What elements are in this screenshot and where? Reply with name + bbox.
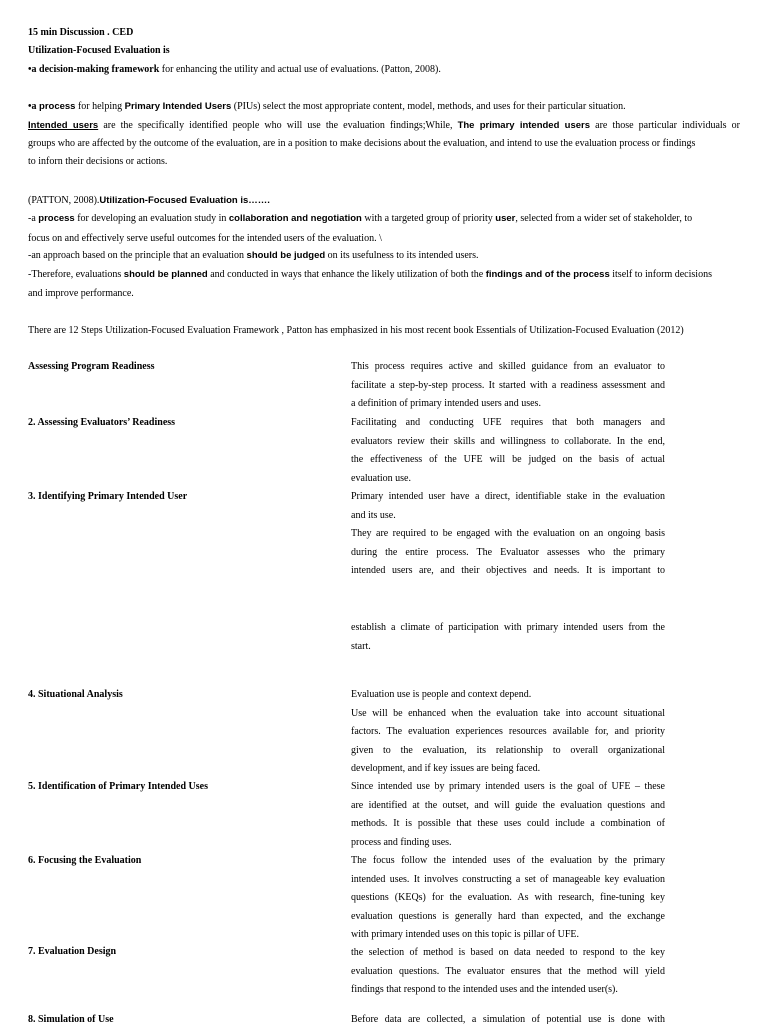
- step-description: [351, 778, 665, 852]
- step-title: 2. Assessing Evaluators’ Readiness: [28, 417, 176, 428]
- emphasis-text: Primary Intended Users: [124, 101, 232, 112]
- framework-intro: There are 12 Steps Utilization-Focused Evaluation Framework , Patton has emphasized in his most recent book Essentials of Utilization-Focused Evaluation (2012): [28, 325, 684, 336]
- body-text: are the specifically identified people who will use the evaluation findings;While,: [98, 120, 458, 131]
- intro-paragraph-1: [28, 63, 441, 77]
- citation: (PATTON, 2008).: [28, 195, 100, 206]
- body-text: for helping: [75, 101, 125, 112]
- document-subtitle: Utilization-Focused Evaluation is: [28, 45, 170, 56]
- intro-paragraph-3-line-3: to inforn their decisions or actions.: [28, 156, 168, 167]
- body-text: (PIUs) select the most appropriate content, model, methods, and uses for their particular situation.: [231, 101, 626, 112]
- description-line: process and finding uses.: [351, 836, 452, 848]
- bullet: •a: [28, 64, 40, 75]
- emphasis-text: should be judged: [246, 250, 326, 261]
- body-text: for enhancing the utility and actual use of evaluations. (Patton, 2008).: [159, 64, 441, 75]
- description-line: Use will be enhanced when the evaluation take into account situational: [351, 707, 665, 719]
- description-line: facilitate a step-by-step process. It started with a readiness assessment and: [351, 379, 665, 391]
- step-title: Assessing Program Readiness: [28, 361, 155, 372]
- body-text: -a: [28, 213, 39, 224]
- description-line: Since intended use by primary intended users is the goal of UFE – these: [351, 781, 665, 792]
- emphasis-text: process: [38, 213, 75, 224]
- step-description: [351, 944, 665, 1000]
- body-text: , selected from a wider set of stakeholder, to: [515, 213, 693, 224]
- section-heading: [28, 194, 270, 208]
- description-line: with primary intended uses on this topic is pillar of UFE.: [351, 929, 580, 940]
- body-text: -Therefore, evaluations: [28, 269, 124, 280]
- body-text: are those particular individuals or: [590, 120, 740, 131]
- description-line: and its use.: [351, 509, 396, 521]
- description-line: factors. The evaluation experiences resources available for, and priority: [351, 726, 665, 737]
- definition-line-5: and improve performance.: [28, 288, 134, 299]
- step-description-continued: [351, 619, 665, 656]
- emphasis-text: process: [39, 101, 76, 112]
- step-title: 6. Focusing the Evaluation: [28, 855, 142, 866]
- step-description: [351, 1011, 665, 1024]
- step-title: 7. Evaluation Design: [28, 946, 117, 957]
- description-line: This process requires active and skilled guidance from an evaluator to: [351, 361, 665, 372]
- emphasis-text: collaboration and negotiation: [228, 213, 362, 224]
- intro-paragraph-3-line-2: groups who are affected by the outcome of the evaluation, are in a position to make decisions about the evaluation, and intend to use the evaluation process or findings: [28, 138, 696, 149]
- emphasis-text: should be planned: [123, 269, 208, 280]
- body-text: on its usefulness to its intended users.: [325, 250, 479, 261]
- description-line: Evaluation use is people and context depend.: [351, 689, 532, 700]
- step-title: 4. Situational Analysis: [28, 689, 123, 700]
- body-text: with a targeted group of priority: [361, 213, 496, 224]
- description-line: evaluation use.: [351, 472, 411, 484]
- step-description: [351, 488, 665, 581]
- document-title: 15 min Discussion . CED: [28, 27, 134, 38]
- definition-line-1: [28, 212, 692, 226]
- emphasis-text: user: [495, 213, 516, 224]
- definition-line-2: focus on and effectively serve useful outcomes for the intended users of the evaluation. \: [28, 233, 382, 244]
- emphasis-text: decision-making framework: [39, 64, 160, 75]
- description-line: findings that respond to the intended uses and the intended user(s).: [351, 984, 618, 995]
- description-line: evaluators review their skills and willingness to collaborate. In the end,: [351, 435, 665, 447]
- definition-line-4: [28, 268, 712, 282]
- description-line: are identified at the outset, and will guide the evaluation questions and: [351, 799, 665, 811]
- description-line: a definition of primary intended users and uses.: [351, 398, 541, 409]
- intro-paragraph-2: [28, 100, 626, 114]
- description-line: intended uses. It involves constructing a set of manageable key evaluation: [351, 873, 665, 885]
- bullet: •a: [28, 101, 40, 112]
- description-line: the selection of method is based on data needed to respond to the key: [351, 947, 665, 958]
- body-text: itself to inform decisions: [609, 269, 712, 280]
- step-title: 3. Identifying Primary Intended User: [28, 491, 188, 502]
- description-line: Primary intended user have a direct, identifiable stake in the evaluation: [351, 491, 665, 502]
- description-line: during the entire process. The Evaluator assesses who the primary: [351, 546, 665, 558]
- body-text: and conducted in ways that enhance the likely utilization of both the: [207, 269, 486, 280]
- step-description: [351, 358, 665, 414]
- emphasis-text: Intended users: [28, 120, 99, 131]
- description-line: Before data are collected, a simulation of potential use is done with: [351, 1014, 665, 1024]
- step-description: [351, 686, 665, 779]
- description-line: Facilitating and conducting UFE requires that both managers and: [351, 417, 665, 428]
- description-line: They are required to be engaged with the evaluation on an ongoing basis: [351, 528, 665, 539]
- description-line: start.: [351, 640, 371, 652]
- body-text: for developing an evaluation study in: [74, 213, 229, 224]
- step-title: 8. Simulation of Use: [28, 1014, 114, 1024]
- description-line: questions (KEQs) for the evaluation. As with research, fine-tuning key: [351, 892, 665, 903]
- emphasis-text: findings and of the process: [485, 269, 610, 280]
- description-line: intended users are, and their objectives and needs. It is important to: [351, 565, 665, 576]
- intro-paragraph-3-line-1: [28, 119, 740, 133]
- step-title: 5. Identification of Primary Intended Uses: [28, 781, 208, 792]
- description-line: evaluation questions is generally hard than expected, and the exchange: [351, 910, 665, 922]
- description-line: given to the evaluation, its relationship to overall organizational: [351, 744, 665, 756]
- description-line: The focus follow the intended uses of the evaluation by the primary: [351, 855, 665, 866]
- emphasis-text: Utilization-Focused Evaluation is…….: [99, 195, 270, 206]
- description-line: development, and if key issues are being faced.: [351, 763, 541, 774]
- description-line: the effectiveness of the UFE will be judged on the basis of actual: [351, 454, 665, 465]
- step-description: [351, 414, 665, 488]
- definition-line-3: [28, 249, 479, 263]
- step-description: [351, 852, 665, 945]
- body-text: -an approach based on the principle that an evaluation: [28, 250, 247, 261]
- emphasis-text: The primary intended users: [457, 120, 591, 131]
- description-line: evaluation questions. The evaluator ensures that the method will yield: [351, 965, 665, 977]
- description-line: methods. It is possible that these uses could include a combination of: [351, 818, 665, 829]
- description-line: establish a climate of participation with primary intended users from the: [351, 622, 665, 633]
